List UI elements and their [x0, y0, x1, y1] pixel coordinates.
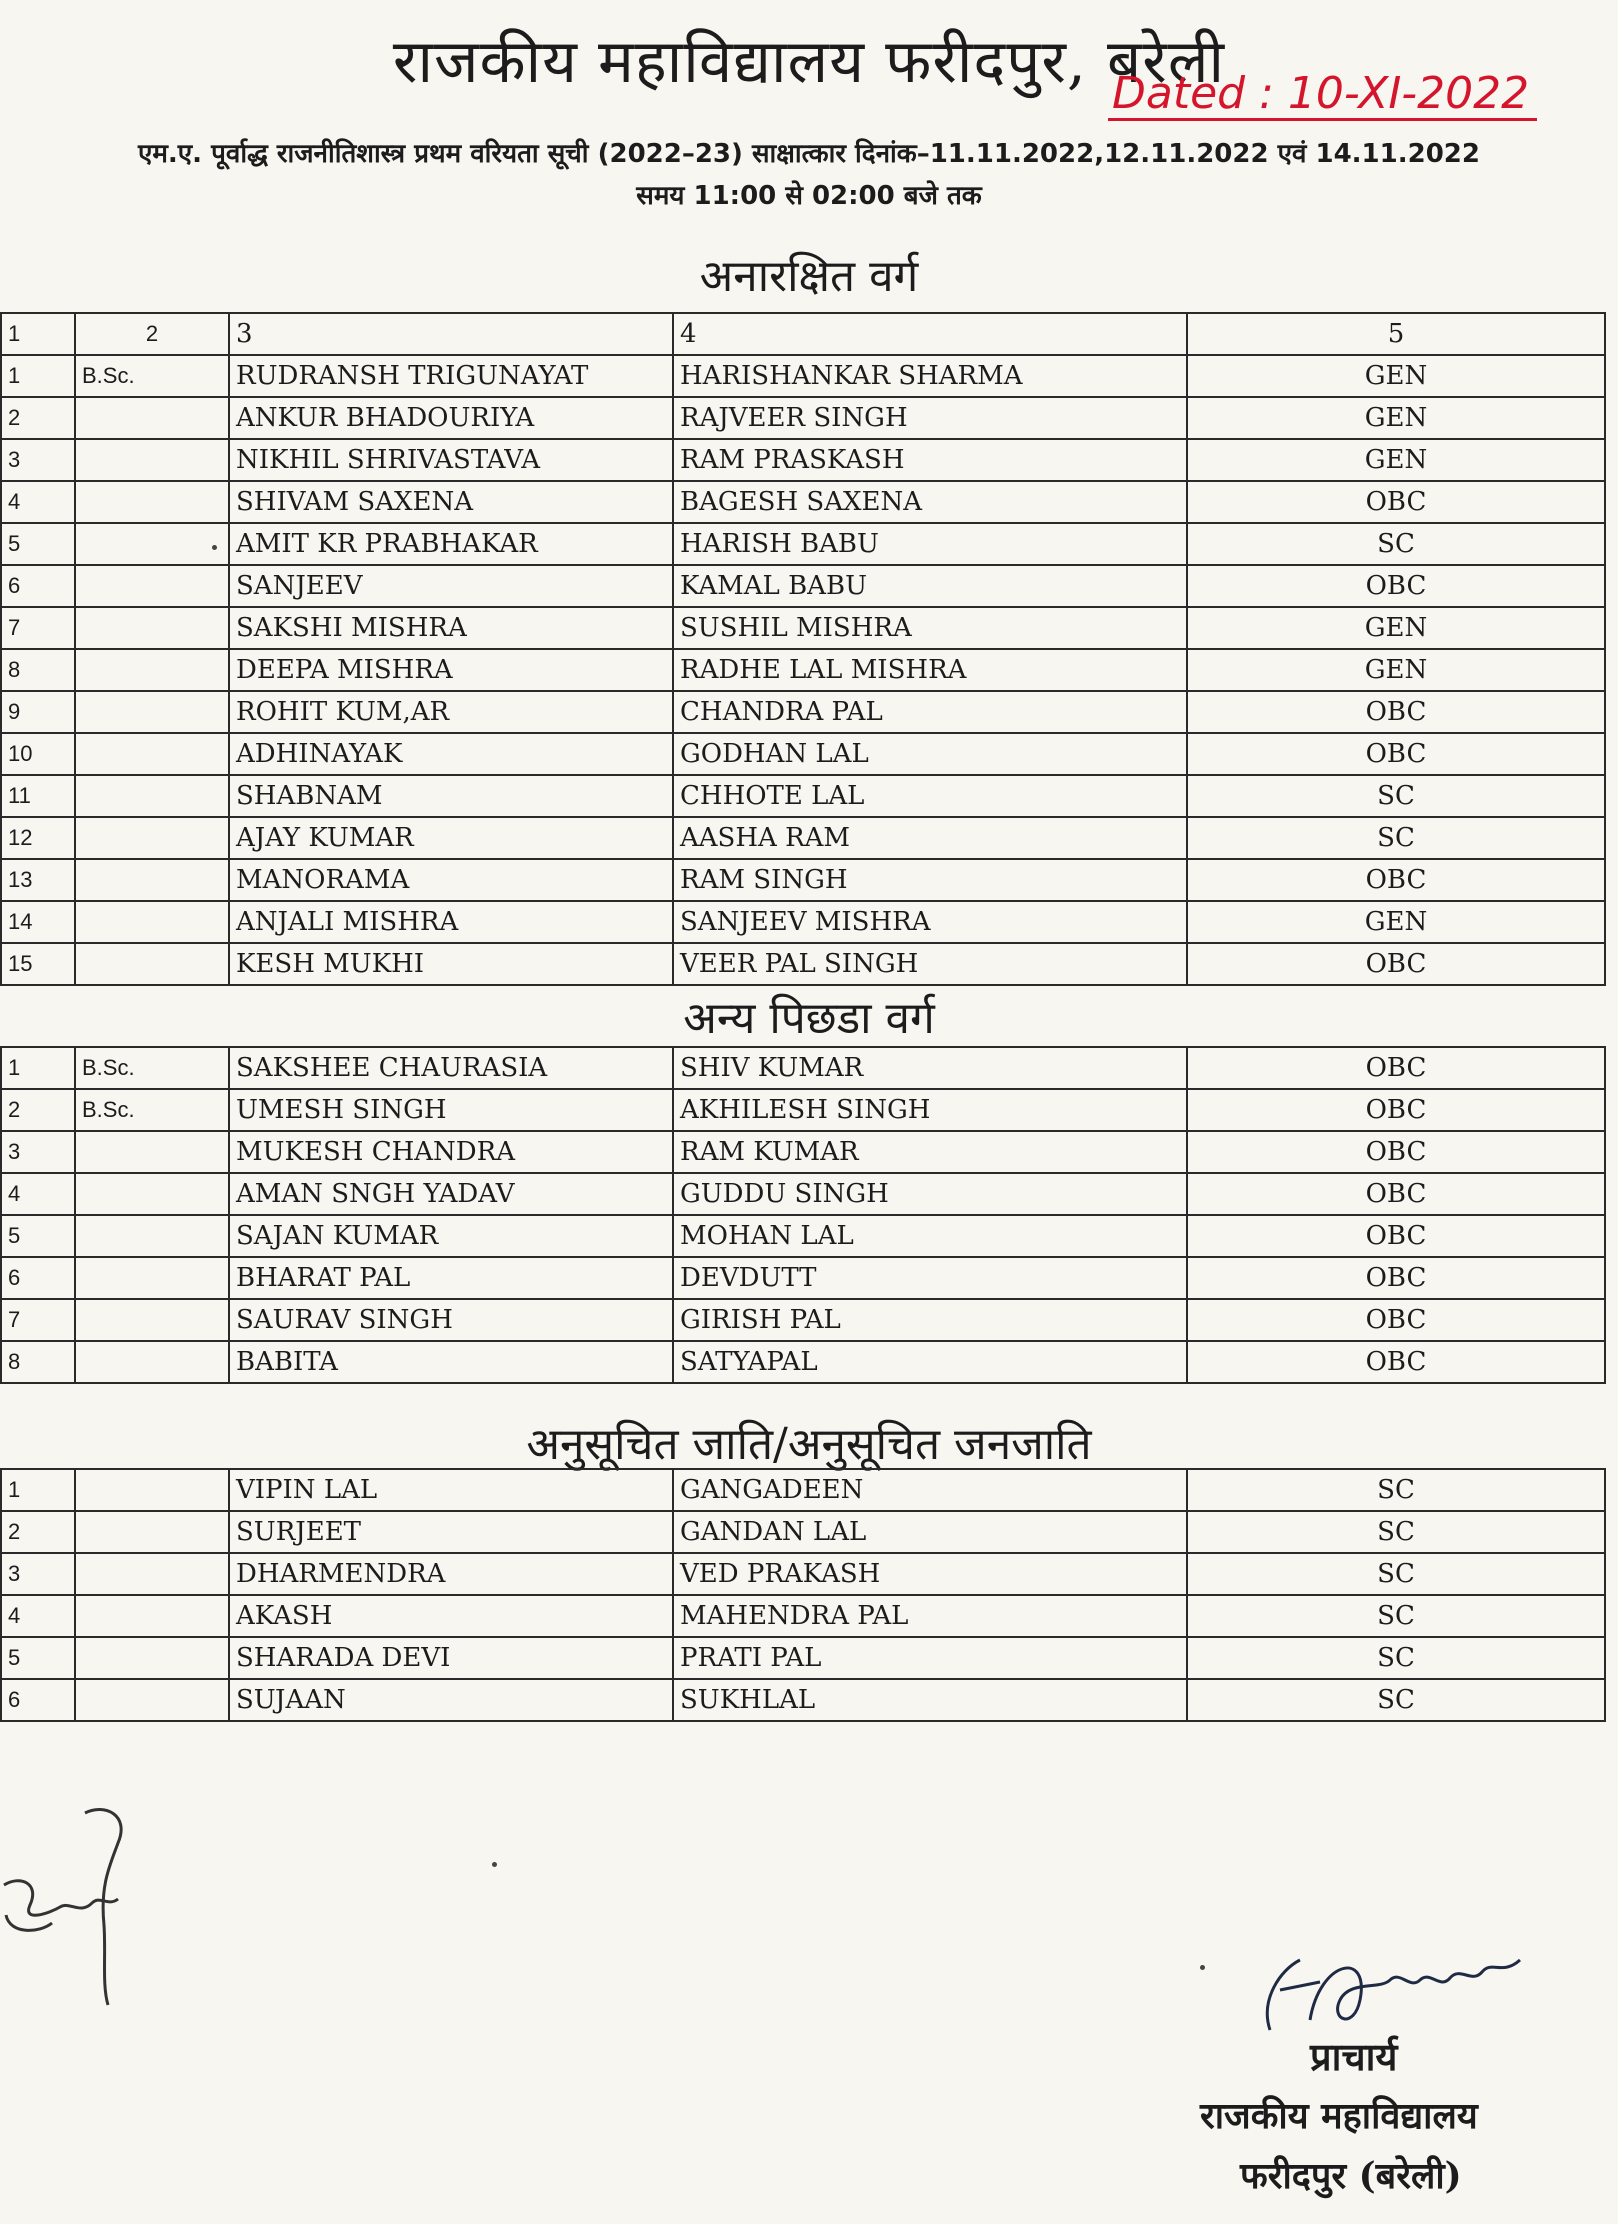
- category-cell: OBC: [1187, 943, 1605, 985]
- father-name-cell: HARISHANKAR SHARMA: [673, 355, 1187, 397]
- category-cell: GEN: [1187, 397, 1605, 439]
- serial-number: 15: [1, 943, 75, 985]
- degree-cell: [75, 859, 229, 901]
- category-cell: GEN: [1187, 355, 1605, 397]
- student-name-cell: SAKSHEE CHAURASIA: [229, 1047, 673, 1089]
- serial-number: 2: [1, 1089, 75, 1131]
- serial-number: 14: [1, 901, 75, 943]
- degree-cell: [75, 1173, 229, 1215]
- father-name-cell: GANGADEEN: [673, 1469, 1187, 1511]
- father-name-cell: HARISH BABU: [673, 523, 1187, 565]
- category-cell: SC: [1187, 523, 1605, 565]
- category-cell: OBC: [1187, 565, 1605, 607]
- student-name-cell: KESH MUKHI: [229, 943, 673, 985]
- table-row: [1, 565, 1605, 607]
- degree-cell: [75, 1511, 229, 1553]
- father-name-cell: SUKHLAL: [673, 1679, 1187, 1721]
- unreserved-table: [0, 312, 1606, 986]
- category-cell: SC: [1187, 817, 1605, 859]
- degree-cell: [75, 775, 229, 817]
- father-name-cell: RAM SINGH: [673, 859, 1187, 901]
- degree-cell: B.Sc.: [75, 1089, 229, 1131]
- student-name-cell: VIPIN LAL: [229, 1469, 673, 1511]
- table-row: [1, 943, 1605, 985]
- category-cell: SC: [1187, 1553, 1605, 1595]
- degree-cell: [75, 481, 229, 523]
- principal-signature: [1250, 1920, 1530, 2040]
- handwritten-initial-mark: [0, 1795, 140, 2035]
- student-name-cell: SHARADA DEVI: [229, 1637, 673, 1679]
- student-name-cell: ANJALI MISHRA: [229, 901, 673, 943]
- table-row: [1, 1173, 1605, 1215]
- student-name-cell: AMAN SNGH YADAV: [229, 1173, 673, 1215]
- student-name-cell: NIKHIL SHRIVASTAVA: [229, 439, 673, 481]
- table-row: [1, 1089, 1605, 1131]
- student-name-cell: ANKUR BHADOURIYA: [229, 397, 673, 439]
- category-cell: SC: [1187, 1679, 1605, 1721]
- column-header: 1: [1, 313, 75, 355]
- category-cell: OBC: [1187, 1341, 1605, 1383]
- table-row: [1, 1257, 1605, 1299]
- category-cell: OBC: [1187, 481, 1605, 523]
- column-header: 5: [1187, 313, 1605, 355]
- student-name-cell: SURJEET: [229, 1511, 673, 1553]
- father-name-cell: DEVDUTT: [673, 1257, 1187, 1299]
- table-row: [1, 775, 1605, 817]
- serial-number: 4: [1, 1595, 75, 1637]
- degree-cell: [75, 1679, 229, 1721]
- student-name-cell: SAJAN KUMAR: [229, 1215, 673, 1257]
- serial-number: 6: [1, 565, 75, 607]
- serial-number: 2: [1, 397, 75, 439]
- table-row: [1, 1299, 1605, 1341]
- category-cell: GEN: [1187, 901, 1605, 943]
- student-name-cell: DEEPA MISHRA: [229, 649, 673, 691]
- student-name-cell: RUDRANSH TRIGUNAYAT: [229, 355, 673, 397]
- table-row: [1, 1637, 1605, 1679]
- degree-cell: [75, 1469, 229, 1511]
- serial-number: 1: [1, 1047, 75, 1089]
- degree-cell: B.Sc.: [75, 355, 229, 397]
- college-title: राजकीय महाविद्यालय फरीदपुर, बरेली: [392, 27, 1226, 97]
- father-name-cell: GUDDU SINGH: [673, 1173, 1187, 1215]
- column-header: 2: [75, 313, 229, 355]
- father-name-cell: CHHOTE LAL: [673, 775, 1187, 817]
- table-row: [1, 397, 1605, 439]
- father-name-cell: GIRISH PAL: [673, 1299, 1187, 1341]
- section-heading-sc-st: अनुसूचित जाति/अनुसूचित जनजाति: [526, 1419, 1092, 1470]
- table-row: [1, 649, 1605, 691]
- student-name-cell: AMIT KR PRABHAKAR: [229, 523, 673, 565]
- student-name-cell: SHIVAM SAXENA: [229, 481, 673, 523]
- student-name-cell: AKASH: [229, 1595, 673, 1637]
- interview-timing: समय 11:00 से 02:00 बजे तक: [636, 181, 982, 211]
- table-row: [1, 607, 1605, 649]
- principal-place: फरीदपुर (बरेली): [1240, 2155, 1462, 2197]
- list-subtitle: एम.ए. पूर्वाद्ध राजनीतिशास्त्र प्रथम वरियता सूची (2022–23) साक्षात्कार दिनांक–11.11.2022,12.11.2022 एवं 14.11.2022: [138, 139, 1480, 169]
- category-cell: OBC: [1187, 1257, 1605, 1299]
- father-name-cell: RAM KUMAR: [673, 1131, 1187, 1173]
- father-name-cell: PRATI PAL: [673, 1637, 1187, 1679]
- category-cell: OBC: [1187, 859, 1605, 901]
- degree-cell: [75, 817, 229, 859]
- degree-cell: [75, 1257, 229, 1299]
- father-name-cell: GANDAN LAL: [673, 1511, 1187, 1553]
- serial-number: 12: [1, 817, 75, 859]
- category-cell: OBC: [1187, 1299, 1605, 1341]
- serial-number: 1: [1, 355, 75, 397]
- father-name-cell: RADHE LAL MISHRA: [673, 649, 1187, 691]
- table-row: [1, 1131, 1605, 1173]
- table-row: [1, 1047, 1605, 1089]
- table-row: [1, 523, 1605, 565]
- serial-number: 8: [1, 649, 75, 691]
- serial-number: 6: [1, 1679, 75, 1721]
- degree-cell: [75, 1553, 229, 1595]
- category-cell: GEN: [1187, 607, 1605, 649]
- serial-number: 7: [1, 1299, 75, 1341]
- serial-number: 9: [1, 691, 75, 733]
- column-header: 3: [229, 313, 673, 355]
- category-cell: SC: [1187, 1595, 1605, 1637]
- student-name-cell: ADHINAYAK: [229, 733, 673, 775]
- degree-cell: B.Sc.: [75, 1047, 229, 1089]
- table-row: [1, 1553, 1605, 1595]
- column-header: 4: [673, 313, 1187, 355]
- serial-number: 3: [1, 1131, 75, 1173]
- degree-cell: [75, 649, 229, 691]
- category-cell: OBC: [1187, 1131, 1605, 1173]
- category-cell: OBC: [1187, 1173, 1605, 1215]
- table-row: [1, 1595, 1605, 1637]
- father-name-cell: SUSHIL MISHRA: [673, 607, 1187, 649]
- student-name-cell: AJAY KUMAR: [229, 817, 673, 859]
- student-name-cell: SAKSHI MISHRA: [229, 607, 673, 649]
- section-heading-obc: अन्य पिछडा वर्ग: [683, 993, 935, 1044]
- degree-cell: [75, 943, 229, 985]
- father-name-cell: GODHAN LAL: [673, 733, 1187, 775]
- category-cell: OBC: [1187, 733, 1605, 775]
- father-name-cell: CHANDRA PAL: [673, 691, 1187, 733]
- father-name-cell: KAMAL BABU: [673, 565, 1187, 607]
- table-row: [1, 1215, 1605, 1257]
- header-row: [1, 313, 1605, 355]
- father-name-cell: SHIV KUMAR: [673, 1047, 1187, 1089]
- principal-designation: प्राचार्य: [1310, 2034, 1398, 2079]
- degree-cell: [75, 691, 229, 733]
- category-cell: OBC: [1187, 1089, 1605, 1131]
- father-name-cell: BAGESH SAXENA: [673, 481, 1187, 523]
- stray-dot: [212, 545, 217, 550]
- degree-cell: [75, 1341, 229, 1383]
- father-name-cell: VEER PAL SINGH: [673, 943, 1187, 985]
- degree-cell: [75, 1299, 229, 1341]
- degree-cell: [75, 439, 229, 481]
- serial-number: 7: [1, 607, 75, 649]
- serial-number: 11: [1, 775, 75, 817]
- table-row: [1, 817, 1605, 859]
- table-row: [1, 691, 1605, 733]
- table-row: [1, 901, 1605, 943]
- student-name-cell: DHARMENDRA: [229, 1553, 673, 1595]
- serial-number: 5: [1, 523, 75, 565]
- dated-annotation: Dated : 10-XI-2022: [1108, 70, 1537, 121]
- student-name-cell: ROHIT KUM,AR: [229, 691, 673, 733]
- degree-cell: [75, 397, 229, 439]
- student-name-cell: MANORAMA: [229, 859, 673, 901]
- serial-number: 2: [1, 1511, 75, 1553]
- student-name-cell: SANJEEV: [229, 565, 673, 607]
- serial-number: 5: [1, 1637, 75, 1679]
- category-cell: SC: [1187, 775, 1605, 817]
- serial-number: 5: [1, 1215, 75, 1257]
- table-row: [1, 1341, 1605, 1383]
- student-name-cell: BABITA: [229, 1341, 673, 1383]
- father-name-cell: RAM PRASKASH: [673, 439, 1187, 481]
- category-cell: SC: [1187, 1511, 1605, 1553]
- degree-cell: [75, 1637, 229, 1679]
- table-row: [1, 1469, 1605, 1511]
- obc-table: [0, 1046, 1606, 1384]
- sc-st-table: [0, 1468, 1606, 1722]
- serial-number: 6: [1, 1257, 75, 1299]
- category-cell: SC: [1187, 1637, 1605, 1679]
- serial-number: 3: [1, 439, 75, 481]
- student-name-cell: BHARAT PAL: [229, 1257, 673, 1299]
- category-cell: SC: [1187, 1469, 1605, 1511]
- degree-cell: [75, 1215, 229, 1257]
- table-row: [1, 439, 1605, 481]
- category-cell: GEN: [1187, 439, 1605, 481]
- degree-cell: [75, 1595, 229, 1637]
- student-name-cell: UMESH SINGH: [229, 1089, 673, 1131]
- father-name-cell: MAHENDRA PAL: [673, 1595, 1187, 1637]
- father-name-cell: AASHA RAM: [673, 817, 1187, 859]
- stray-dot: [1200, 1965, 1205, 1970]
- father-name-cell: SATYAPAL: [673, 1341, 1187, 1383]
- serial-number: 1: [1, 1469, 75, 1511]
- section-heading-unreserved: अनारक्षित वर्ग: [699, 251, 919, 302]
- father-name-cell: RAJVEER SINGH: [673, 397, 1187, 439]
- category-cell: OBC: [1187, 1215, 1605, 1257]
- father-name-cell: AKHILESH SINGH: [673, 1089, 1187, 1131]
- father-name-cell: VED PRAKASH: [673, 1553, 1187, 1595]
- father-name-cell: MOHAN LAL: [673, 1215, 1187, 1257]
- student-name-cell: SAURAV SINGH: [229, 1299, 673, 1341]
- degree-cell: [75, 565, 229, 607]
- table-row: [1, 1679, 1605, 1721]
- category-cell: OBC: [1187, 1047, 1605, 1089]
- student-name-cell: MUKESH CHANDRA: [229, 1131, 673, 1173]
- serial-number: 3: [1, 1553, 75, 1595]
- serial-number: 13: [1, 859, 75, 901]
- degree-cell: [75, 901, 229, 943]
- serial-number: 4: [1, 481, 75, 523]
- principal-college: राजकीय महाविद्यालय: [1200, 2095, 1478, 2137]
- table-row: [1, 355, 1605, 397]
- table-row: [1, 859, 1605, 901]
- table-row: [1, 733, 1605, 775]
- degree-cell: [75, 607, 229, 649]
- table-row: [1, 481, 1605, 523]
- degree-cell: [75, 1131, 229, 1173]
- degree-cell: [75, 733, 229, 775]
- serial-number: 10: [1, 733, 75, 775]
- serial-number: 8: [1, 1341, 75, 1383]
- table-row: [1, 1511, 1605, 1553]
- stray-dot: [492, 1862, 497, 1867]
- father-name-cell: SANJEEV MISHRA: [673, 901, 1187, 943]
- student-name-cell: SHABNAM: [229, 775, 673, 817]
- category-cell: OBC: [1187, 691, 1605, 733]
- serial-number: 4: [1, 1173, 75, 1215]
- student-name-cell: SUJAAN: [229, 1679, 673, 1721]
- category-cell: GEN: [1187, 649, 1605, 691]
- degree-cell: [75, 523, 229, 565]
